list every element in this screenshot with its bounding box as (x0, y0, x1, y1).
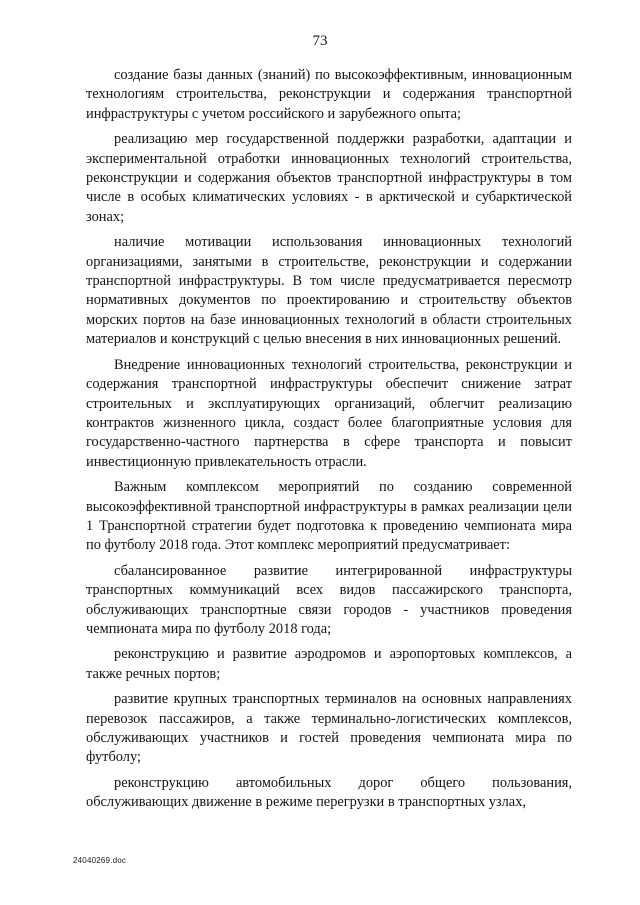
file-name-footer: 24040269.doc (73, 856, 127, 865)
paragraph-airports: реконструкцию и развитие аэродромов и аэропортовых комплексов, а также речных портов; (86, 646, 572, 682)
paragraph-roads: реконструкцию автомобильных дорог общего пользования, обслуживающих движение в режиме перегрузки в транспортных узлах, (86, 774, 572, 811)
page-number: 73 (312, 33, 328, 49)
document-body (86, 66, 572, 813)
paragraph-state-support: реализацию мер государственной поддержки разработки, адаптации и экспериментальной отработки инновационных технологий строительства, реконструкции и содержания объектов транспортной инфраструктуры в том числе в особых климатических условиях - в арктической и субарктической зонах; (86, 131, 572, 225)
paragraph-motivation: наличие мотивации использования инновационных технологий организациями, занятыми в строительстве, реконструкции и содержании транспортной инфраструктуры. В том числе предусматривается пересмотр нормативных документов по проектированию и строительству объектов морских портов на базе инновационных технологий в области строительных материалов и конструкций с целью внесения в них инновационных решений. (86, 234, 572, 348)
paragraph-world-cup-complex: Важным комплексом мероприятий по созданию современной высокоэффективной транспортной инфраструктуры в рамках реализации цели 1 Транспортной стратегии будет подготовка к проведению чемпионата мира по футболу 2018 года. Этот комплекс мероприятий предусматривает: (86, 479, 572, 554)
paragraph-database: создание базы данных (знаний) по высокоэффективным, инновационным технологиям строительства, реконструкции и содержания транспортной инфраструктуры с учетом российского и зарубежного опыта; (86, 67, 572, 122)
paragraph-balanced-development: сбалансированное развитие интегрированной инфраструктуры транспортных коммуникаций всех видов пассажирского транспорта, обслуживающих транспортные связи городов - участников проведения чемпионата мира по футболу 2018 года; (86, 562, 572, 637)
paragraph-terminals: развитие крупных транспортных терминалов на основных направлениях перевозок пассажиров, а также терминально-логистических комплексов, обслуживающих участников и гостей проведения чемпионата мира по футболу; (86, 691, 572, 766)
paragraph-implementation: Внедрение инновационных технологий строительства, реконструкции и содержания транспортной инфраструктуры обеспечит снижение затрат строительных и эксплуатирующих организаций, облегчит реализацию контрактов жизненного цикла, создаст более благоприятные условия для государственно-частного партнерства в сфере транспорта и повысит инвестиционную привлекательность отрасли. (86, 356, 572, 470)
